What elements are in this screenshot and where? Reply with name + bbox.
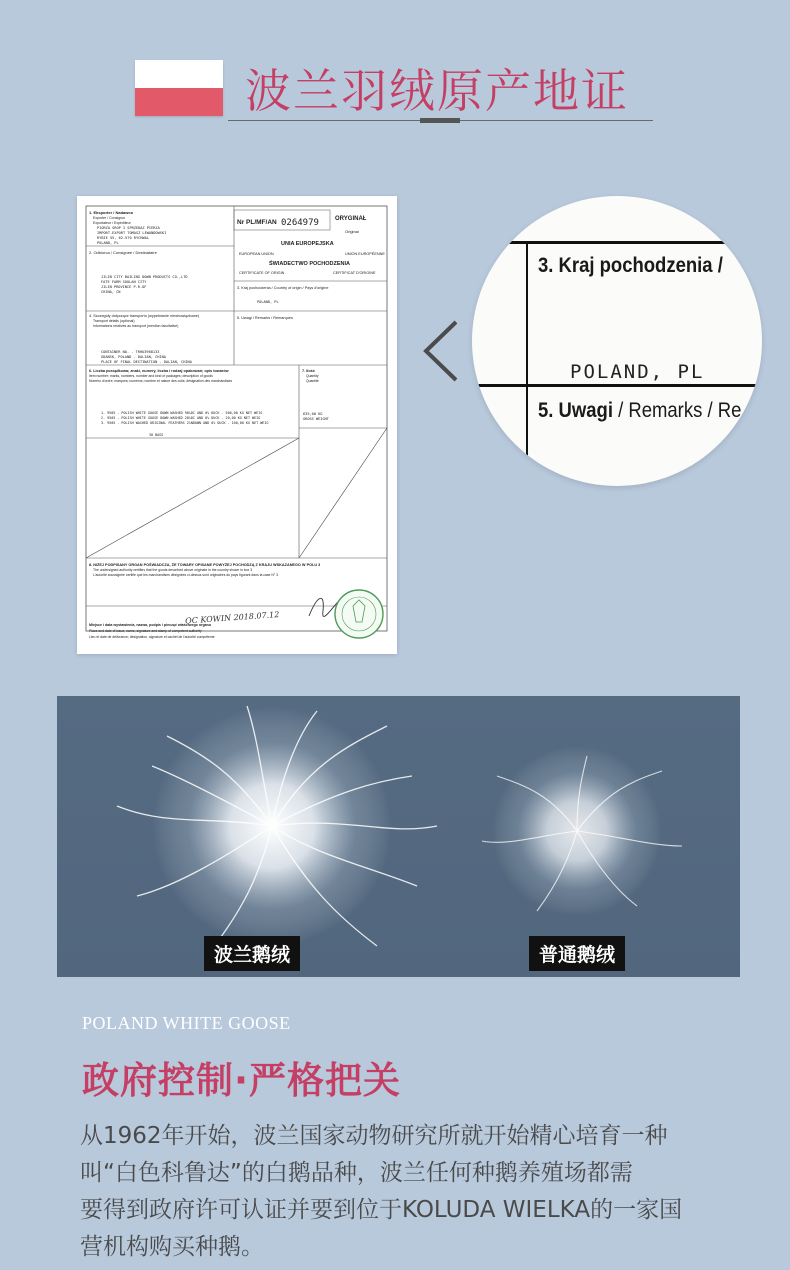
box3-label: 3. Kraj pochodzenia / Country of origin / Pays d'origine (237, 286, 329, 290)
box1-label: 1. Eksporter / Nadawca (89, 210, 133, 215)
cert-union-pl: UNIA EUROPEJSKA (281, 241, 334, 247)
flag-red-band (135, 88, 223, 116)
zoom-label-country: 3. Kraj pochodzenia / (538, 254, 723, 277)
box7-label: 7. Ilość (302, 369, 315, 373)
box4-line: PLACE OF FINAL DESTINATION - DALIAN, CHINA (101, 360, 192, 364)
place-sub: Lieu et date de délivrance; désignation, signature et cachet de l'autorité compétente (89, 635, 215, 639)
zoom-value-country: POLAND, PL (570, 361, 705, 383)
zoom-label-remarks-rest: / Remarks / Re (618, 399, 742, 422)
cert-number-label: Nr PL/MF/AN (237, 219, 277, 226)
zoom-label-remarks (538, 399, 741, 423)
box4-sub: Informations relatives au transport (mention facultative) (93, 324, 179, 328)
box2-line: JILIN CITY BAILING DOWN PRODUCTS CO.,LTD (101, 275, 188, 279)
box4-line: GDANSK, POLAND - DALIAN, CHINA (101, 355, 166, 359)
page-title: 波兰羽绒原产地证 (245, 64, 629, 118)
paragraph-line: 叫“白色科鲁达”的白鹅品种，波兰任何种鹅养殖场都需 (80, 1160, 633, 1186)
cert-original-sub: Original (345, 229, 359, 234)
cert-title-en: CERTIFICATE OF ORIGIN (239, 271, 285, 275)
box7-line: 635,00 KG (303, 412, 323, 416)
zoom-rule (526, 241, 528, 486)
box6-label: 6. Liczba porządkowa; znaki, numery, liczba i rodzaj opakowań; opis towarów (89, 369, 229, 373)
paragraph-line: 营机构购买种鹅。 (80, 1234, 264, 1260)
box2-line: FATE FARM SOULAN CITY (101, 280, 147, 284)
cert-union-en: EUROPEAN UNION (239, 252, 274, 256)
zoom-rule (472, 384, 762, 387)
box2-line: JILIN PROVINCE P.R.OF (101, 285, 147, 289)
english-subtitle: POLAND WHITE GOOSE (82, 1013, 291, 1033)
place-label: Miejsce i data wystawienia, nazwa, podpis i pieczęć właściwego organu (89, 623, 212, 627)
cert-number: 0264979 (281, 218, 319, 228)
cert-union-fr: UNION EUROPÉENNE (345, 252, 385, 256)
down-clusters-illustration (57, 696, 740, 977)
body-paragraph (80, 1118, 750, 1266)
box2-line: CHINA, CN (101, 290, 121, 294)
box8-label: 8. NIŻEJ PODPISANY ORGAN POŚWIADCZA, ŻE TOWARY OPISANE POWYŻEJ POCHODZĄ Z KRAJU WSKAZANEGO W POLU 3 (89, 563, 321, 567)
paragraph-line: 从1962年开始，波兰国家动物研究所就开始精心培育一种 (80, 1123, 668, 1149)
box1-line: RYBIE 55, 62-570 RYCHWAL (97, 236, 149, 240)
cert-title-pl: ŚWIADECTWO POCHODZENIA (269, 261, 350, 267)
section-heading: 政府控制·严格把关 (82, 1059, 402, 1102)
box7-line: GROSS WEIGHT (303, 417, 329, 421)
box8-sub: The undersigned authority certifies that the goods described above originate in the country shown in box 3 (93, 568, 253, 572)
box4-sub: Transport details (optional) (93, 319, 135, 323)
flag-white-band (135, 60, 223, 88)
box6-line: 3. 9505 - POLISH WASHED ORIGINAL FEATHERS 2%NDOWN AND 0% DUCK - 100,00 KG NET WEIG (101, 421, 269, 425)
cert-title-fr: CERTIFICAT D'ORIGINE (333, 271, 376, 275)
zoom-label-remarks-bold: 5. Uwagi (538, 399, 613, 422)
title-divider-accent (420, 118, 460, 123)
box6-sub: Numéro d'ordre; marques; numéros; nombre et nature des colis; désignation des marchandises (89, 379, 233, 383)
box1-sub: Exportateur / Expéditeur (93, 221, 131, 225)
handwriting: OC KOWIN 2018.07.12 (184, 610, 280, 626)
box5-label: 5. Uwagi / Remarks / Remarques (237, 316, 293, 320)
ordinary-down-cluster (482, 746, 682, 916)
box6-bags: 30 BAGS (149, 433, 164, 437)
box4-line: CONTAINER NO. - TRHU3968133 (101, 350, 160, 354)
box6-line: 2. 9505 - POLISH WHITE GOOSE DOWN WASHED 20%DC AND 0% DUCK - 20,00 KG NET WEIG (101, 416, 261, 420)
poland-flag-icon (135, 60, 223, 116)
box7-sub: Quantity (306, 374, 319, 378)
chevron-left-icon (418, 318, 463, 384)
box6-sub: Item number; marks, numbers, number and kind of packages; description of goods (89, 374, 213, 378)
box8-sub: L'autorité soussignée certifie que les marchandises désignées ci-dessus sont originaires du pays figurant dans la case N° 3 (93, 573, 279, 577)
box1-line: PIORZA SROP I SPRZEDAZ PIERZA (97, 226, 160, 230)
box7-sub: Quantité (306, 379, 319, 383)
box4-label: 4. Szczegóły dotyczące transportu (wypełnianie nieobowiązkowe) (89, 314, 200, 318)
box1-line: IMPORT-EXPORT TOMASZ LEWANDOWSKI (97, 231, 167, 235)
box2-label: 2. Odbiorca / Consignee / Destinataire (89, 250, 157, 255)
box1-line: POLAND, PL (97, 241, 119, 245)
place-sub: Place and date of issue, name, signature and stamp of competent authority (89, 629, 202, 633)
box1-sub: Exporter / Consignor (93, 216, 126, 220)
cert-original: ORYGINAŁ (335, 216, 367, 222)
box6-line: 1. 9505 - POLISH WHITE GOOSE DOWN WASHED 90%DC AND 0% DUCK - 500,00 KG NET WEIG (101, 411, 263, 415)
magnified-detail (472, 196, 762, 486)
official-stamp-icon (335, 590, 383, 638)
box3-value: POLAND, PL (257, 300, 279, 304)
ordinary-down-tag: 普通鹅绒 (529, 936, 625, 971)
paragraph-line: 要得到政府许可认证并要到位于KOLUDA WIELKA的一家国 (80, 1197, 683, 1223)
zoom-rule (472, 241, 762, 244)
certificate-of-origin (77, 196, 397, 654)
down-comparison-photo (57, 696, 740, 977)
polish-down-cluster (117, 706, 437, 956)
polish-down-tag: 波兰鹅绒 (204, 936, 300, 971)
